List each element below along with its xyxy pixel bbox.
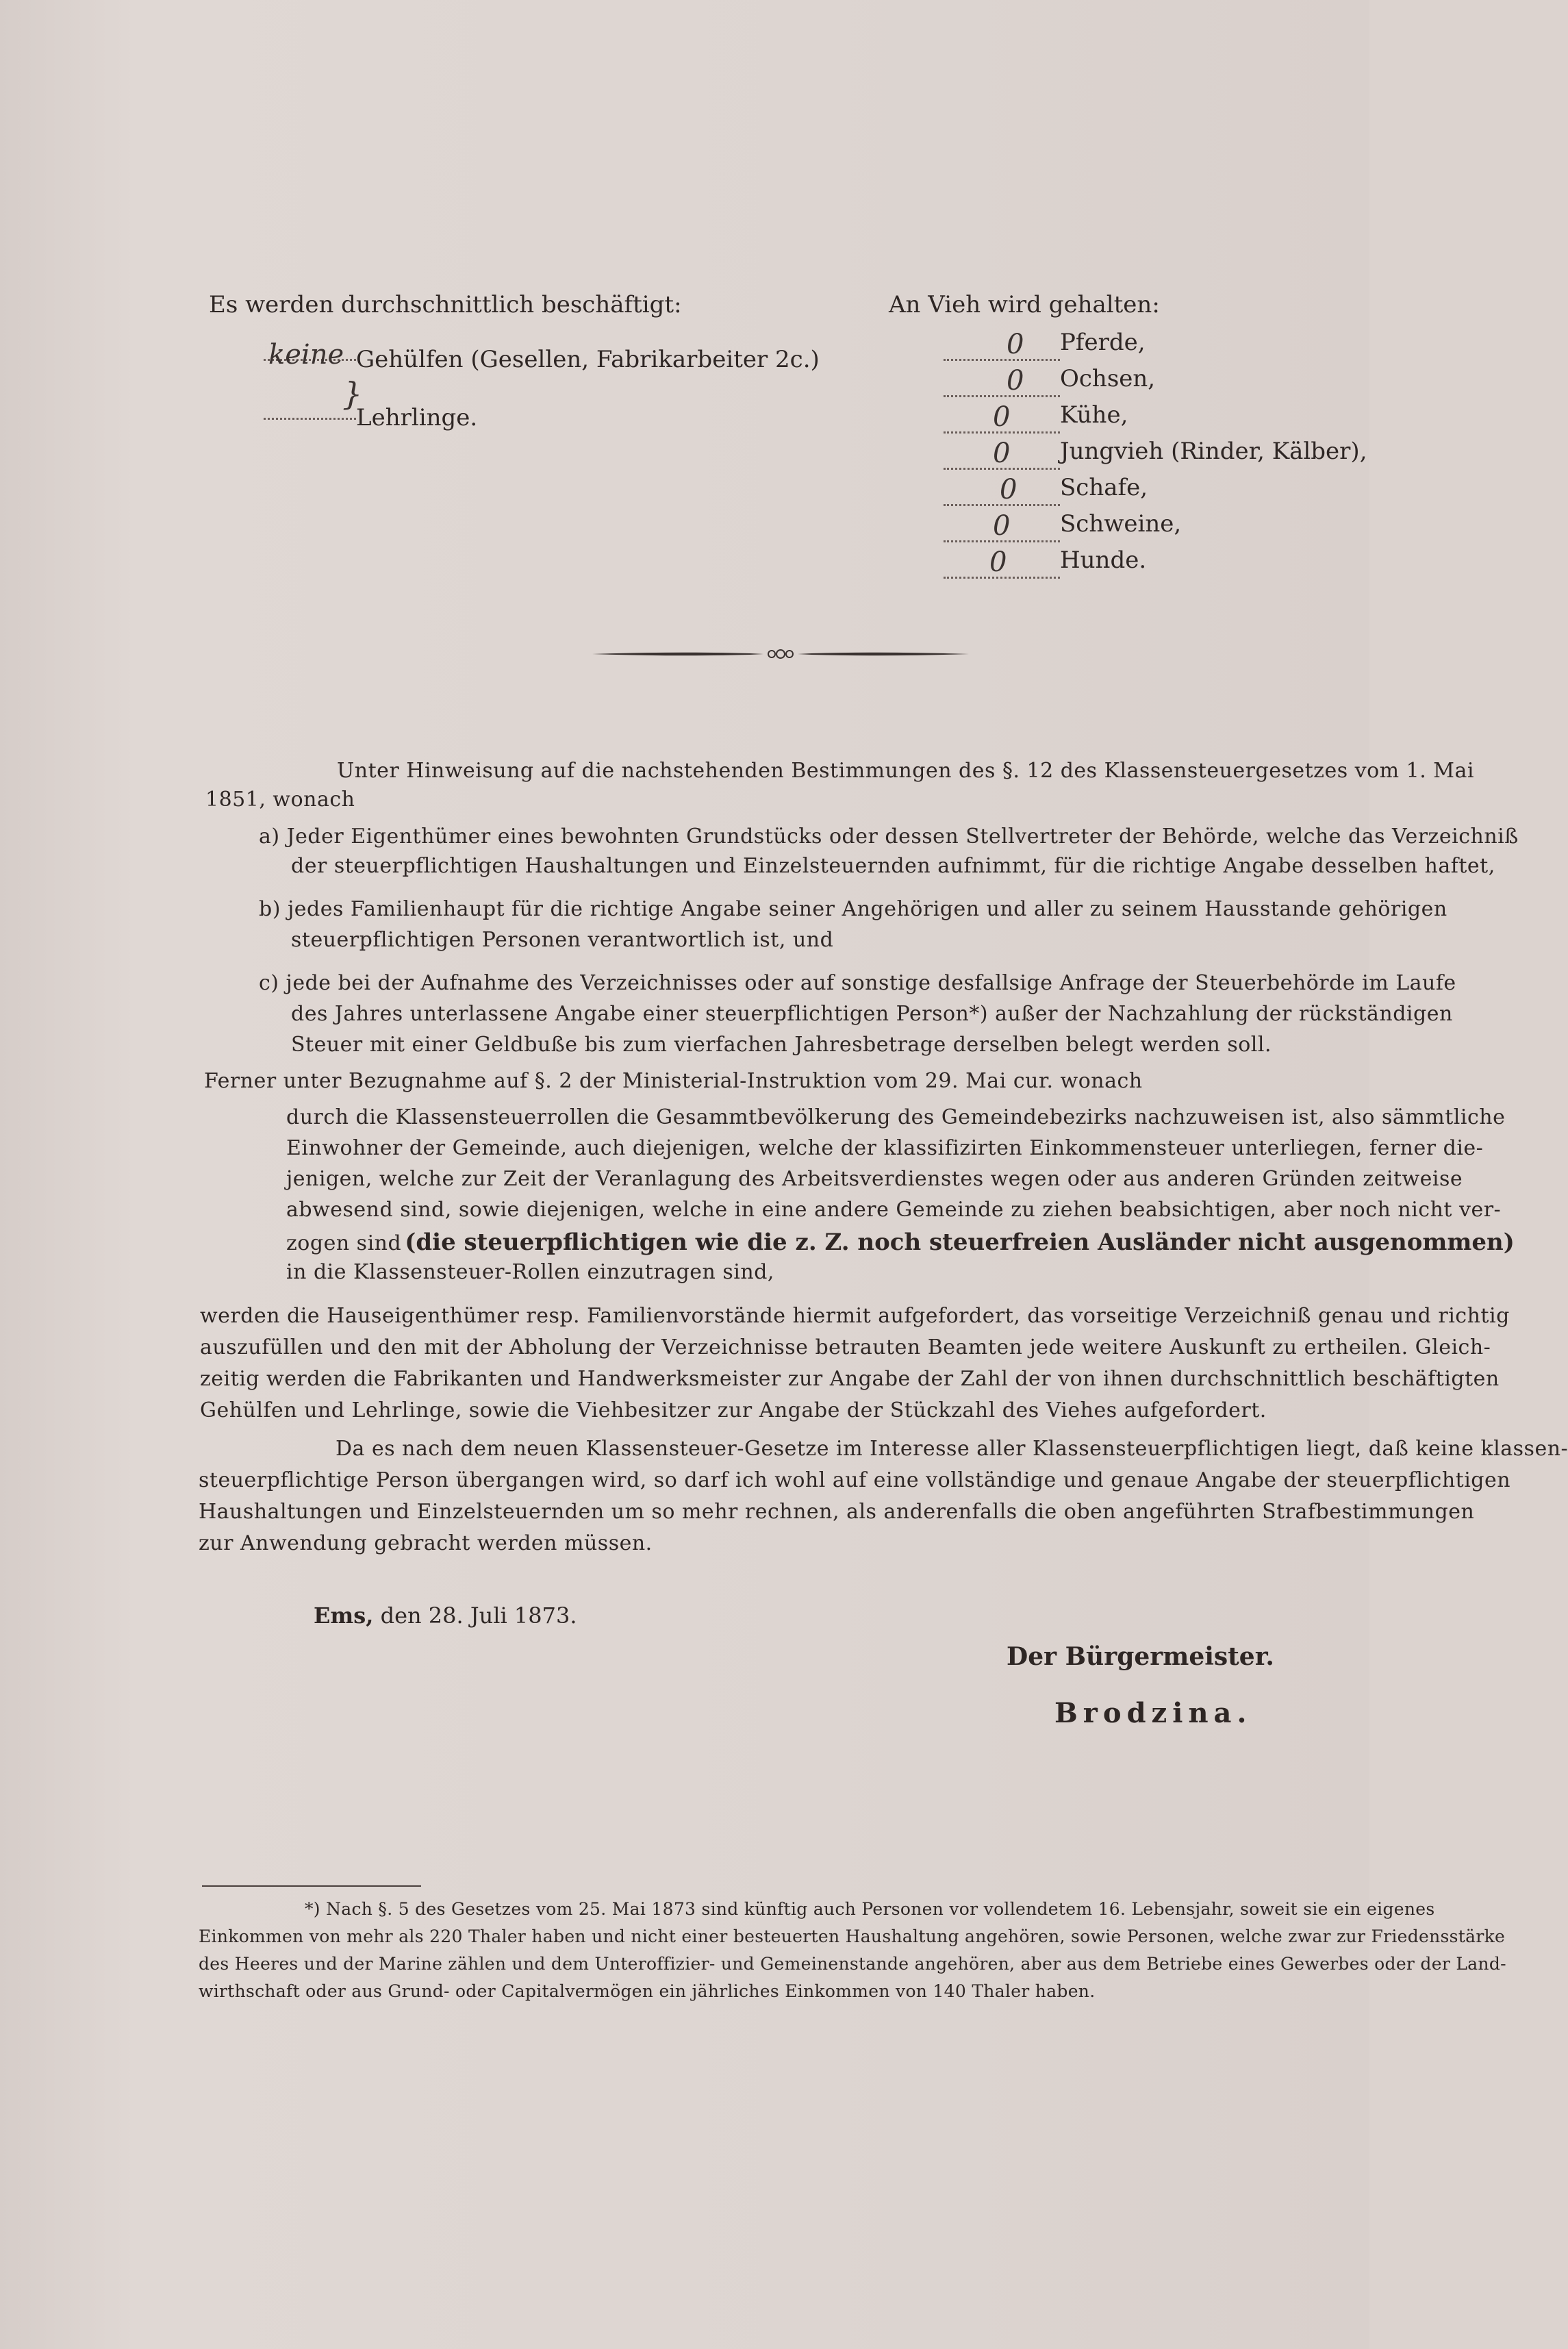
apprentices-handwritten-value: } — [342, 375, 363, 412]
assistants-label: Gehülfen (Gesellen, Fabrikarbeiter 2c.) — [356, 346, 820, 373]
livestock-label-young-cattle: Jungvieh (Rinder, Kälber), — [1060, 438, 1367, 465]
livestock-value-oxen: 0 — [1007, 365, 1024, 397]
clause-c-line-2: des Jahres unterlassene Angabe einer steuerpflichtigen Person*) außer der Nachzahlung der rückständigen — [291, 1002, 1453, 1026]
paragraph-e-line-3: zeitig werden die Fabrikanten und Handwerksmeister zur Angabe der Zahl der von ihnen durchschnittlich beschäftigten — [200, 1367, 1500, 1391]
clause-b-line-1: b) jedes Familienhaupt für die richtige Angabe seiner Angehörigen und aller zu seinem Hausstande gehörigen — [259, 897, 1447, 921]
livestock-value-sheep: 0 — [1000, 474, 1017, 505]
livestock-label-oxen: Ochsen, — [1060, 365, 1156, 392]
livestock-label-pigs: Schweine, — [1060, 510, 1182, 538]
livestock-label-horses: Pferde, — [1060, 329, 1146, 356]
footnote-line-1: *) Nach §. 5 des Gesetzes vom 25. Mai 1873 sind künftig auch Personen vor vollendetem 16. Lebensjahr, soweit sie ein eigenes — [305, 1899, 1435, 1919]
livestock-label-sheep: Schafe, — [1060, 474, 1148, 501]
clause-d-line-5 — [286, 1229, 1515, 1256]
clause-d-line-6: in die Klassensteuer-Rollen einzutragen sind, — [286, 1260, 774, 1284]
livestock-row-dots — [944, 387, 1060, 400]
livestock-label-cows: Kühe, — [1060, 401, 1128, 429]
ferner-line: Ferner unter Bezugnahme auf §. 2 der Ministerial-Instruktion vom 29. Mai cur. wonach — [204, 1069, 1143, 1093]
body-intro-line-2: 1851, wonach — [205, 788, 355, 812]
body-intro-line-1: Unter Hinweisung auf die nachstehenden Bestimmungen des §. 12 des Klassensteuergesetzes vom 1. Mai — [337, 759, 1475, 783]
clause-a-line-2: der steuerpflichtigen Haushaltungen und Einzelsteuernden aufnimmt, für die richtige Angabe desselben haftet, — [291, 854, 1495, 878]
employees-heading: Es werden durchschnittlich beschäftigt: — [209, 291, 682, 318]
paragraph-e-line-4: Gehülfen und Lehrlinge, sowie die Viehbesitzer zur Angabe der Stückzahl des Viehes aufgefordert. — [200, 1398, 1267, 1422]
livestock-value-young-cattle: 0 — [993, 438, 1011, 469]
clause-b-line-2: steuerpflichtigen Personen verantwortlich ist, und — [291, 928, 834, 952]
clause-c-line-3: Steuer mit einer Geldbuße bis zum vierfachen Jahresbetrage derselben belegt werden soll. — [291, 1033, 1272, 1057]
livestock-value-horses: 0 — [1007, 329, 1024, 360]
clause-d-line-4: abwesend sind, sowie diejenigen, welche in eine andere Gemeinde zu ziehen beabsichtigen, aber noch nicht ver- — [286, 1198, 1502, 1222]
signature-name: Brodzina. — [1054, 1697, 1252, 1729]
livestock-value-pigs: 0 — [993, 510, 1011, 542]
clause-d-line-5-start: zogen sind — [286, 1231, 402, 1255]
livestock-row-dots — [944, 351, 1060, 364]
clause-d-line-3: jenigen, welche zur Zeit der Veranlagung des Arbeitsverdienstes wegen oder aus anderen Gründen zeitweise — [286, 1167, 1463, 1191]
clause-d-line-1: durch die Klassensteuerrollen die Gesammtbevölkerung des Gemeindebezirks nachzuweisen ist, also sämmtliche — [286, 1105, 1506, 1129]
closing-place-date — [314, 1603, 577, 1629]
signature-title: Der Bürgermeister. — [1007, 1642, 1274, 1671]
livestock-value-cows: 0 — [993, 401, 1011, 433]
clause-c-line-1: c) jede bei der Aufnahme des Verzeichnisses oder auf sonstige desfallsige Anfrage der Steuerbehörde im Laufe — [259, 971, 1456, 995]
closing-place: Ems, — [314, 1603, 374, 1629]
livestock-label-dogs: Hunde. — [1060, 547, 1147, 574]
paragraph-f-line-1: Da es nach dem neuen Klassensteuer-Gesetze im Interesse aller Klassensteuerpflichtigen liegt, daß keine klassen- — [336, 1437, 1568, 1461]
livestock-heading: An Vieh wird gehalten: — [889, 291, 1160, 318]
footnote-line-2: Einkommen von mehr als 220 Thaler haben und nicht einer besteuerten Haushaltung angehören, sowie Personen, welche zwar zur Friedensstärke — [199, 1926, 1506, 1946]
ornamental-divider — [592, 646, 969, 662]
assistants-handwritten-value: keine — [268, 339, 344, 370]
clause-a-line-1: a) Jeder Eigenthümer eines bewohnten Grundstücks oder dessen Stellvertreter der Behörde, welche das Verzeichniß — [259, 825, 1519, 849]
paragraph-f-line-4: zur Anwendung gebracht werden müssen. — [199, 1531, 653, 1555]
livestock-value-dogs: 0 — [989, 547, 1007, 578]
clause-d-line-2: Einwohner der Gemeinde, auch diejenigen, welche der klassifizirten Einkommensteuer unterliegen, ferner die- — [286, 1136, 1484, 1160]
footnote-rule — [202, 1885, 421, 1887]
footnote-line-3: des Heeres und der Marine zählen und dem Unteroffizier- und Gemeinenstande angehören, aber aus dem Betriebe eines Gewerbes oder der Land- — [199, 1954, 1506, 1974]
clause-d-bold-note: (die steuerpflichtigen wie die z. Z. noch steuerfreien Ausländer nicht ausgenommen) — [405, 1229, 1515, 1256]
footnote-line-4: wirthschaft oder aus Grund- oder Capitalvermögen ein jährliches Einkommen von 140 Thaler haben. — [199, 1981, 1096, 2001]
apprentices-label: Lehrlinge. — [356, 404, 478, 431]
paragraph-e-line-2: auszufüllen und den mit der Abholung der Verzeichnisse betrauten Beamten jede weitere Auskunft zu ertheilen. Gleich- — [200, 1335, 1491, 1359]
closing-date: den 28. Juli 1873. — [380, 1603, 577, 1629]
paragraph-f-line-2: steuerpflichtige Person übergangen wird, so darf ich wohl auf eine vollständige und genaue Angabe der steuerpflichtigen — [199, 1468, 1511, 1492]
paragraph-f-line-3: Haushaltungen und Einzelsteuernden um so mehr rechnen, als anderenfalls die oben angeführten Strafbestimmungen — [199, 1500, 1475, 1524]
paragraph-e-line-1: werden die Hauseigenthümer resp. Familienvorstände hiermit aufgefordert, das vorseitige Verzeichniß genau und richtig — [200, 1304, 1510, 1328]
